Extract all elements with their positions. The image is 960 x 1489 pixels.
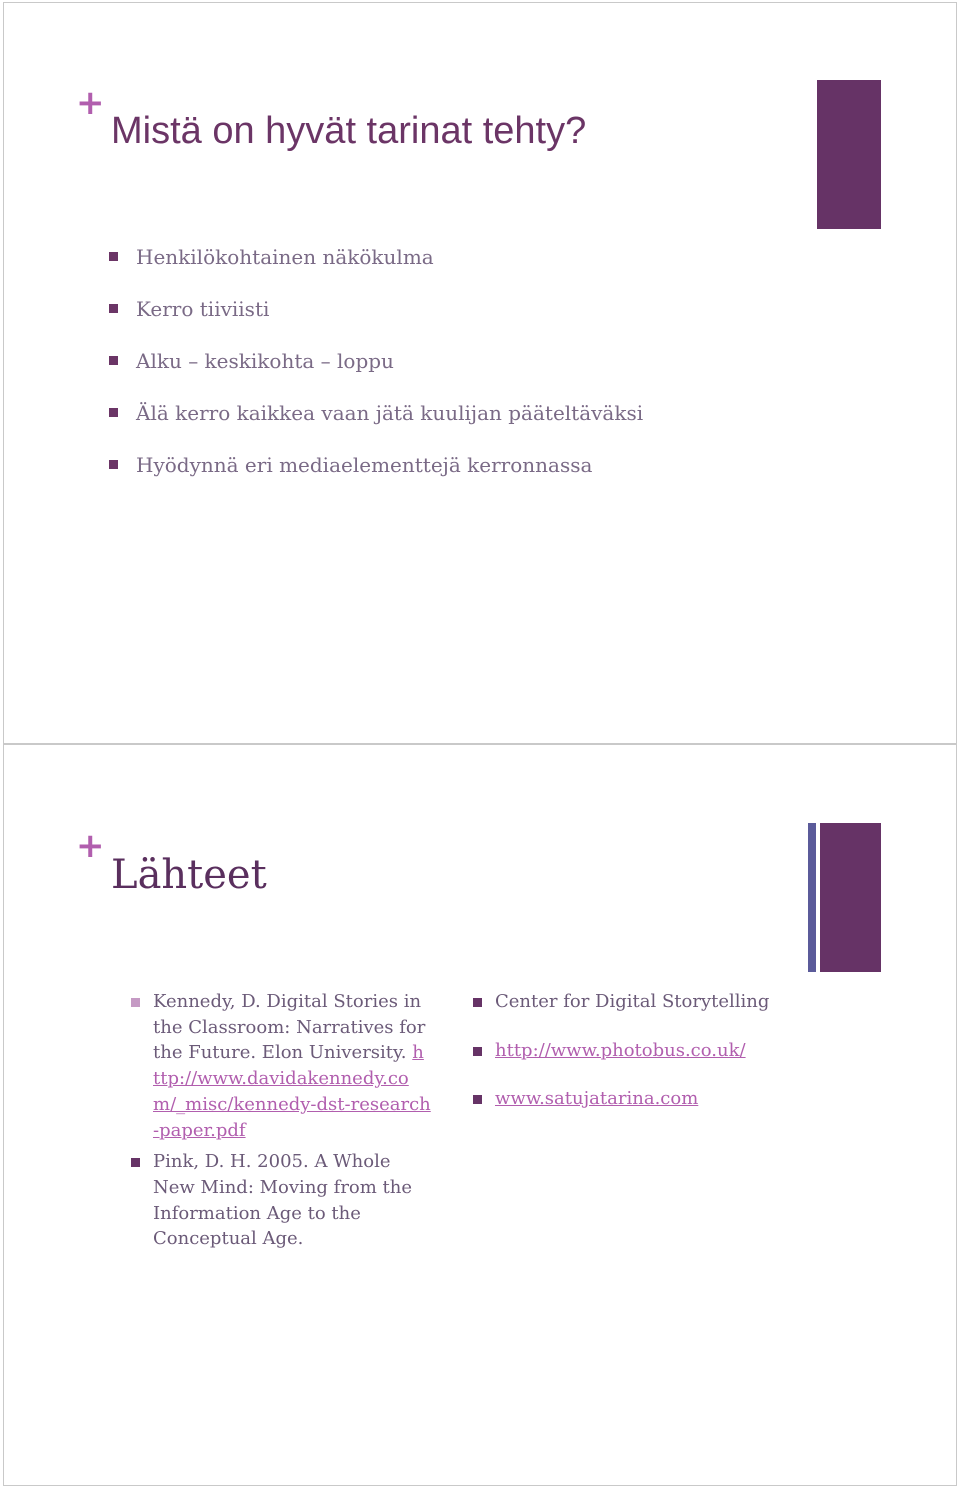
list-item	[109, 399, 643, 451]
bullet-list	[109, 243, 643, 503]
slide-1	[3, 2, 957, 744]
square-bullet-icon	[473, 1095, 482, 1104]
references-left-column	[131, 989, 431, 1258]
reference-link[interactable]: http://www.davidakennedy.com/_misc/kennedy-dst-research-paper.pdf	[153, 1042, 431, 1141]
square-bullet-icon	[473, 1047, 482, 1056]
reference-text: Center for Digital Storytelling	[495, 991, 770, 1012]
slide-2	[3, 744, 957, 1486]
plus-icon: +	[76, 83, 105, 123]
list-item	[109, 347, 643, 399]
reference-link[interactable]: http://www.photobus.co.uk/	[495, 1039, 746, 1061]
slide-title: Lähteet	[111, 852, 267, 898]
bullet-text: Kerro tiiviisti	[136, 297, 270, 321]
reference-link[interactable]: www.satujatarina.com	[495, 1088, 699, 1110]
square-bullet-icon	[131, 1158, 140, 1167]
reference-text: Kennedy, D. Digital Stories in the Classroom: Narratives for the Future. Elon University.	[153, 991, 426, 1064]
bullet-text: Hyödynnä eri mediaelementtejä kerronnassa	[136, 453, 593, 477]
reference-item	[473, 1038, 803, 1064]
reference-item	[473, 1086, 803, 1112]
list-item	[109, 295, 643, 347]
square-bullet-icon	[131, 998, 140, 1007]
square-bullet-icon	[109, 304, 118, 313]
plus-icon: +	[76, 826, 105, 866]
list-item	[109, 451, 643, 503]
square-bullet-icon	[109, 408, 118, 417]
reference-text: Pink, D. H. 2005. A Whole New Mind: Moving from the Information Age to the Conceptual Age.	[153, 1151, 413, 1250]
accent-bar	[817, 80, 881, 229]
accent-bar-thin	[808, 823, 816, 972]
reference-item	[473, 989, 803, 1015]
square-bullet-icon	[109, 460, 118, 469]
references-right-column	[473, 989, 803, 1135]
bullet-text: Älä kerro kaikkea vaan jätä kuulijan pääteltäväksi	[136, 401, 644, 425]
square-bullet-icon	[109, 252, 118, 261]
reference-item	[131, 989, 431, 1143]
slide-title: Mistä on hyvät tarinat tehty?	[111, 110, 587, 152]
accent-bar	[820, 823, 881, 972]
list-item	[109, 243, 643, 295]
bullet-text: Henkilökohtainen näkökulma	[136, 245, 434, 269]
square-bullet-icon	[109, 356, 118, 365]
square-bullet-icon	[473, 998, 482, 1007]
bullet-text: Alku – keskikohta – loppu	[136, 349, 394, 373]
reference-item	[131, 1149, 431, 1252]
